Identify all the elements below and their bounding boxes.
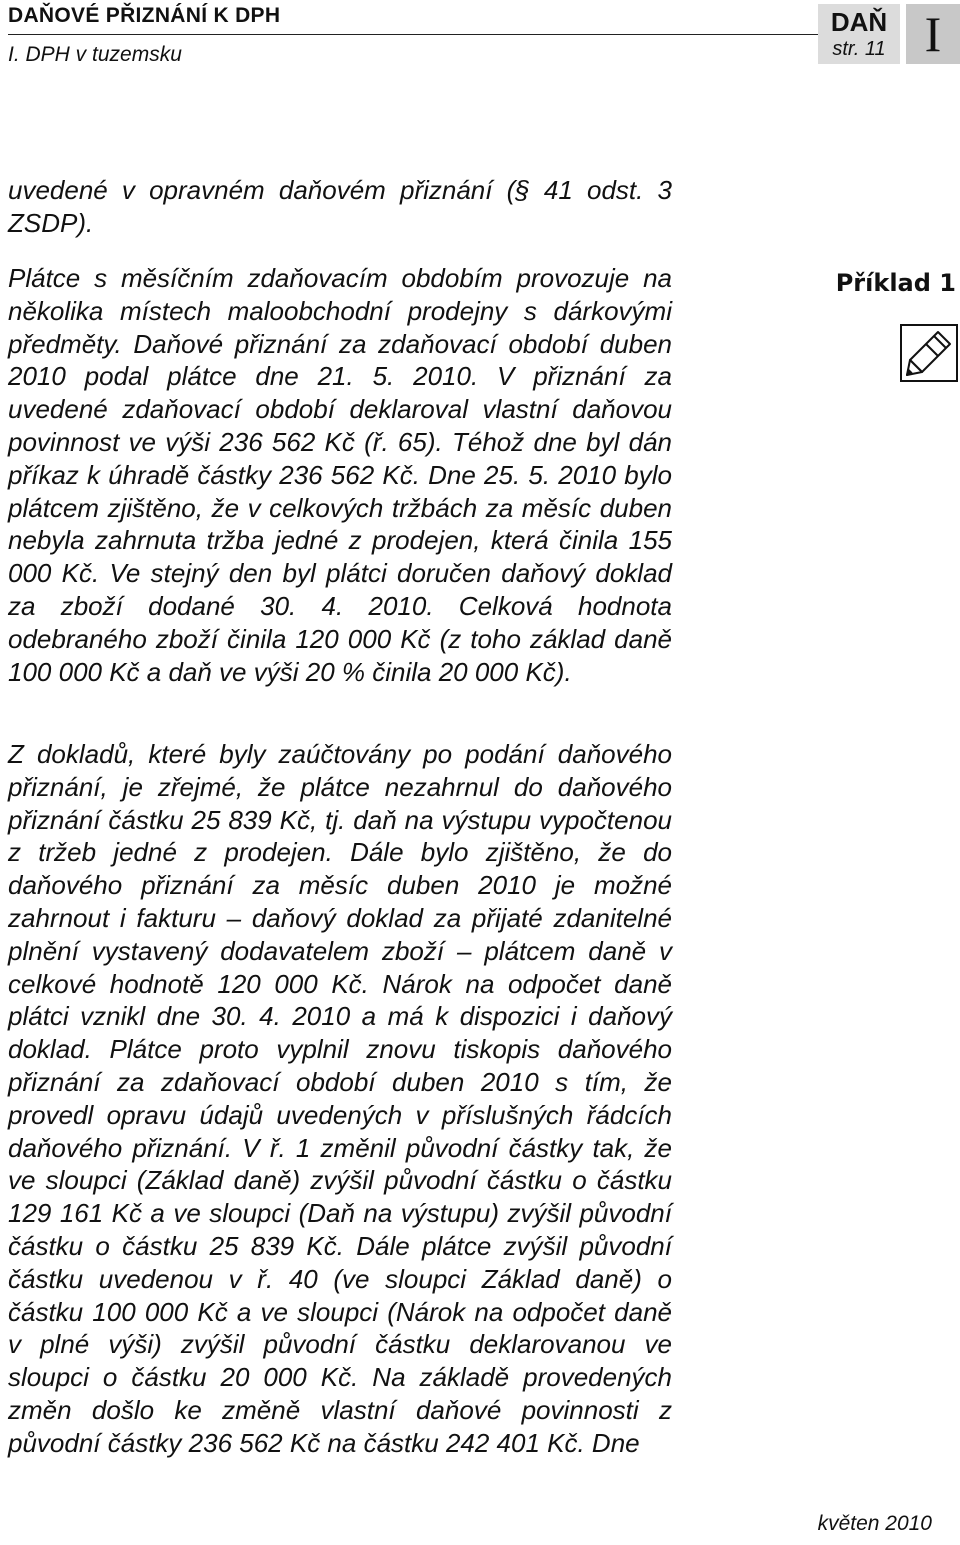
section-marker: I [906, 4, 960, 64]
intro-paragraph: uvedené v opravném daňovém přiznání (§ 41 odst. 3 ZSDP). [8, 175, 672, 238]
header-box-title: DAŇ [830, 7, 888, 37]
header-title: DAŇOVÉ PŘIZNÁNÍ K DPH [8, 4, 281, 27]
header-divider [8, 34, 820, 35]
example-label: Příklad 1 [835, 269, 956, 297]
pencil-icon [900, 324, 958, 382]
footer-date: květen 2010 [817, 1512, 932, 1535]
page-number: str. 11 [832, 38, 886, 60]
running-header [8, 4, 808, 28]
header-subtitle: I. DPH v tuzemsku [8, 43, 182, 66]
example-paragraph-2: Z dokladů, které byly zaúčtovány po podání daňového přiznání, je zřejmé, že plátce nezahrnul do daňového přiznání částku 25 839 Kč, tj. daň na výstupu vypočtenou z tržeb jedné z prodejen. Dále bylo zjištěno, že do daňového přiznání za měsíc duben 2010 je možné zahrnout i fakturu – daňový doklad za přijaté zdanitelné plnění vystavený dodavatelem zboží – plátcem daně v celkové hodnotě 120 000 Kč. Nárok na odpočet daně plátci vznikl dne 30. 4. 2010 a má k dispozici i daňový doklad. Plátce proto vyplnil znovu tiskopis daňového přiznání za zdaňovací období duben 2010 s tím, že provedl opravu údajů uvedených v příslušných řádcích daňového přiznání. V ř. 1 změnil původní částky tak, že ve sloupci (Základ daně) zvýšil původní částku o částku 129 161 Kč a ve sloupci (Daň na výstupu) zvýšil původní částku o částku 25 839 Kč. Dále plátce zvýšil původní částku uvedenou v ř. 40 (ve sloupci Základ daně) o částku 100 000 Kč a ve sloupci (Nárok na odpočet daně v plné výši) zvýšil původní částku deklarovanou ve sloupci o částku 20 000 Kč. Na základě provedených změn došlo ke změně vlastní daňové povinnosti z původní částky 236 562 Kč na částku 242 401 Kč. Dne [8, 739, 672, 1458]
example-paragraph-1: Plátce s měsíčním zdaňovacím obdobím provozuje na několika místech maloobchodní prodejny s dárkovými předměty. Daňové přiznání za zdaňovací období duben 2010 podal plátce dne 21. 5. 2010. V přiznání za uvedené zdaňovací období deklaroval vlastní daňovou povinnost ve výši 236 562 Kč (ř. 65). Téhož dne byl dán příkaz k úhradě částky 236 562 Kč. Dne 25. 5. 2010 bylo plátcem zjištěno, že v celkových tržbách za měsíc duben nebyla zahrnuta tržba jedné z prodejen, která činila 155 000 Kč. Ve stejný den byl plátci doručen daňový doklad za zboží dodané 30. 4. 2010. Celková hodnota odebraného zboží činila 120 000 Kč (z toho základ daně 100 000 Kč a daň ve výši 20 % činila 20 000 Kč). [8, 263, 672, 687]
header-tab-box [818, 4, 900, 64]
